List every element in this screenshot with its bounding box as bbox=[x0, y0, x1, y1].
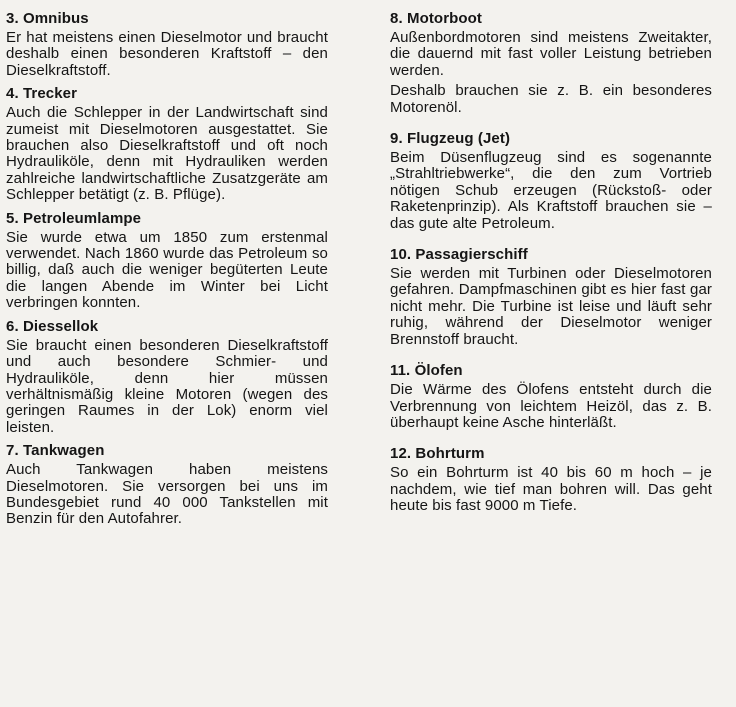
entry-omnibus bbox=[6, 10, 328, 79]
entry-heading: 6. Diessellok bbox=[6, 317, 99, 335]
entry-text: Beim Düsenflugzeug sind es sogenannte „Strahltriebwerke“, die den zum Vortrieb nötigen Schub erzeugen (Rückstoß- oder Raketenprinzip). Als Kraftstoff brauchen sie – das gute alte Petroleum. bbox=[390, 149, 712, 232]
entry-heading: 9. Flugzeug (Jet) bbox=[390, 130, 511, 148]
entry-heading: 12. Bohrturm bbox=[390, 445, 485, 463]
entry-motorboot bbox=[390, 10, 712, 116]
entry-text: Er hat meistens einen Dieselmotor und braucht deshalb einen besonderen Kraftstoff – den Dieselkraftstoff. bbox=[6, 29, 328, 79]
entry-text: Sie wurde etwa um 1850 zum erstenmal verwendet. Nach 1860 wurde das Petroleum so billig, daß auch die weniger begüterten Leute die langen Abende im Winter bei Licht verbringen konnten. bbox=[6, 228, 328, 312]
entry-heading: 8. Motorboot bbox=[390, 10, 483, 27]
entry-tankwagen bbox=[6, 442, 328, 528]
entry-heading: 11. Ölofen bbox=[390, 362, 463, 380]
entry-bohrturm bbox=[390, 445, 712, 514]
entry-text: Die Wärme des Ölofens entsteht durch die Verbrennung von leichtem Heizöl, das z. B. überhaupt keine Asche hinterläßt. bbox=[390, 381, 712, 431]
entry-text: Deshalb brauchen sie z. B. ein besonderes Motorenöl. bbox=[390, 82, 712, 116]
entry-text: Auch die Schlepper in der Landwirtschaft sind zumeist mit Dieselmotoren ausgestattet. Sie brauchen also Dieselkraftstoff und oft noch Hydrauliköle, denn mit Hydrauliken werden zahlreiche landwirtschaftliche Zusatzgeräte am Schlepper betätigt (z. B. Pflüge). bbox=[6, 104, 328, 204]
entry-text: Auch Tankwagen haben meistens Dieselmotoren. Sie versorgen bei uns im Bundesgebiet rund 40 000 Tankstellen mit Benzin für den Autofahrer. bbox=[6, 461, 328, 528]
entry-flugzeug bbox=[390, 130, 712, 232]
entry-text: Außenbordmotoren sind meistens Zweitakter, die dauernd mit fast voller Leistung betrieben werden. bbox=[390, 29, 712, 79]
entry-oelofen bbox=[390, 362, 712, 431]
entry-diessellok bbox=[6, 318, 328, 436]
entry-heading: 3. Omnibus bbox=[6, 10, 89, 27]
entry-text: So ein Bohrturm ist 40 bis 60 m hoch – je nachdem, wie tief man bohren will. Das geht heute bis fast 9000 m Tiefe. bbox=[390, 464, 712, 515]
entry-trecker bbox=[6, 85, 328, 203]
entry-heading: 5. Petroleumlampe bbox=[6, 209, 142, 227]
entry-heading: 4. Trecker bbox=[6, 85, 78, 103]
left-column bbox=[6, 10, 328, 534]
entry-petroleumlampe bbox=[6, 210, 328, 312]
entry-heading: 7. Tankwagen bbox=[6, 442, 105, 460]
right-column bbox=[390, 10, 712, 529]
entry-heading: 10. Passagierschiff bbox=[390, 246, 528, 264]
entry-text: Sie braucht einen besonderen Dieselkraftstoff und auch besondere Schmier- und Hydrauliköle, denn hier müssen verhältnismäßig kleine Motoren (wegen des geringen Raumes in der Lok) enorm viel leisten. bbox=[6, 336, 328, 436]
entry-passagierschiff bbox=[390, 246, 712, 348]
entry-text: Sie werden mit Turbinen oder Dieselmotoren gefahren. Dampfmaschinen gibt es hier fast gar nicht mehr. Die Turbine ist leise und läuft sehr ruhig, während der Dieselmotor weniger Brennstoff braucht. bbox=[390, 265, 712, 348]
